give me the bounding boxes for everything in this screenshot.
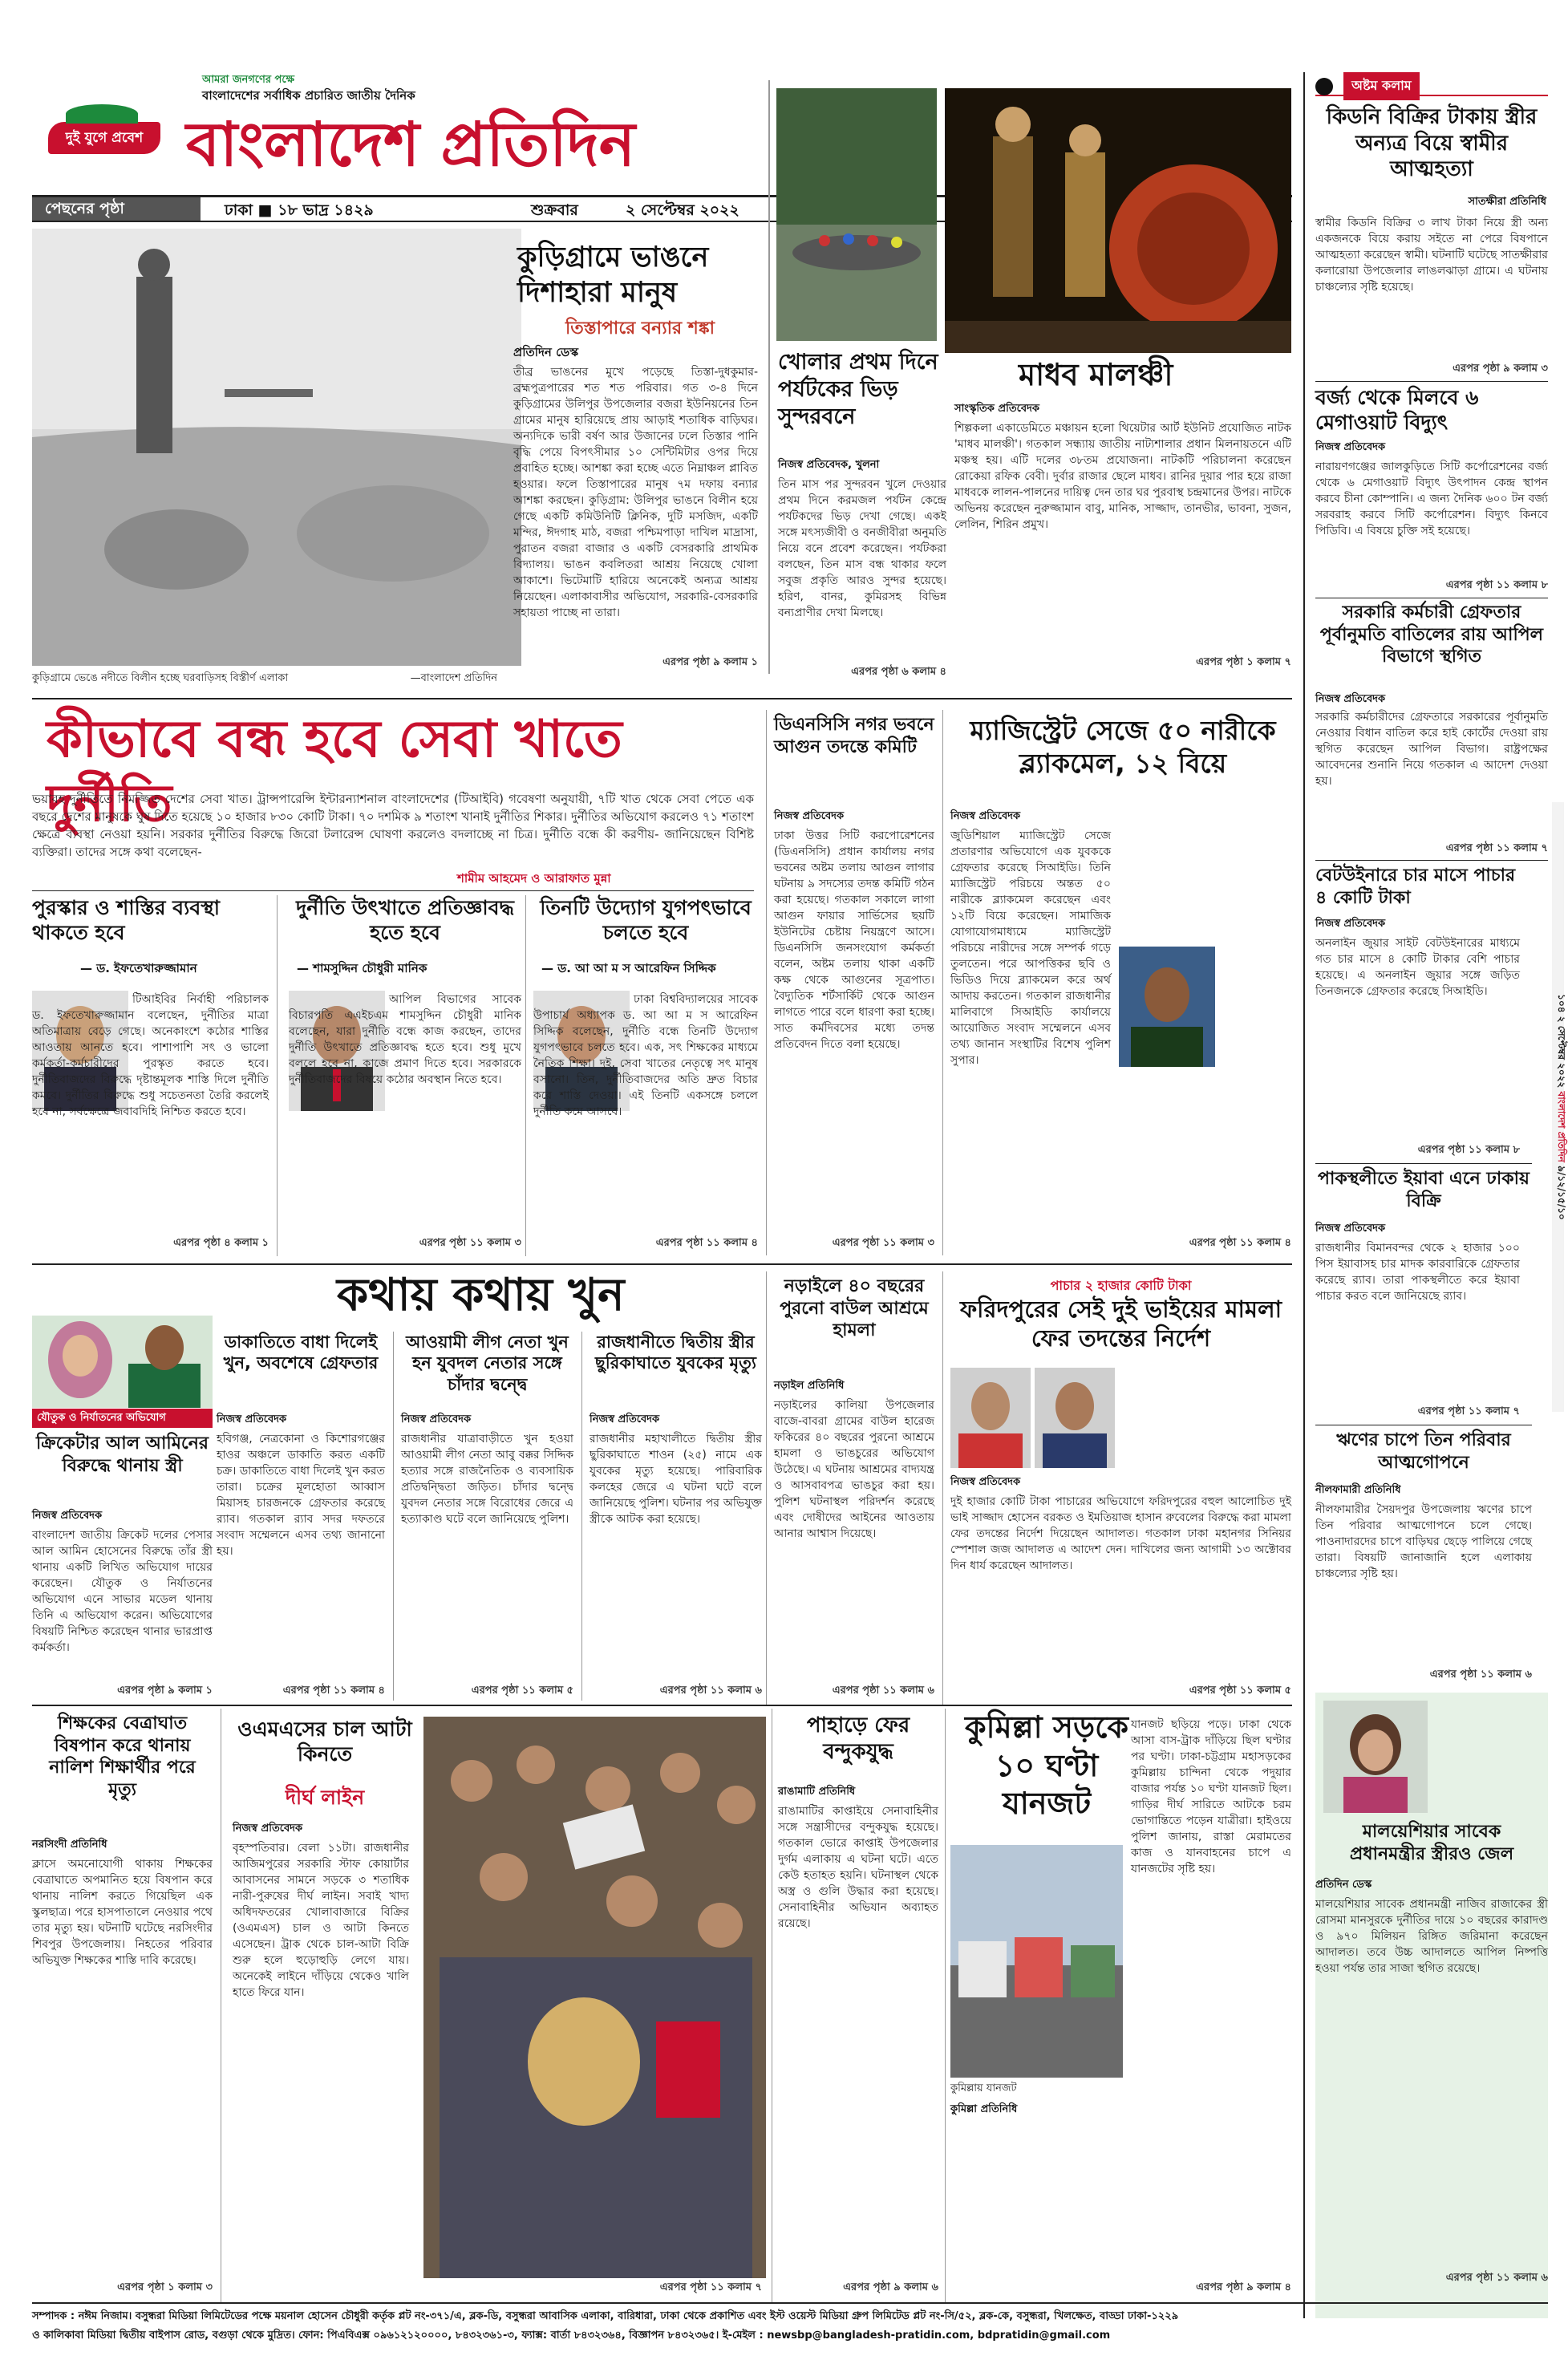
sundarban-byline: নিজস্ব প্রতিবেদক, খুলনা <box>778 459 880 471</box>
magistrate-continued: এরপর পৃষ্ঠা ১১ কলাম ৪ <box>1189 1237 1291 1249</box>
opinion3-author: — ড. আ আ ম স আরেফিন সিদ্দিক <box>541 961 716 975</box>
date: ২ সেপ্টেম্বর ২০২২ <box>626 201 739 219</box>
tagline: বাংলাদেশের সর্বাধিক প্রচারিত জাতীয় দৈনিক <box>202 88 415 103</box>
kurigram-credit: —বাংলাদেশ প্রতিদিন <box>410 672 497 684</box>
staff-body: সরকারি কর্মচারীদের গ্রেফতারে সরকারের পূর্বানুমতি নেওয়ার বিধান বাতিল করে হাই কোর্টের দেওয়া রায় স্থগিত করেছেন আপিল বিভাগ। রাষ্ট্রপক্ষের আবেদনের শুনানি নিয়ে গতকাল এ আদেশ দেওয়া হয়। <box>1315 711 1548 788</box>
place-date: ঢাকা ■ ১৮ ভাদ্র ১৪২৯ <box>225 201 374 219</box>
masthead <box>18 72 723 209</box>
side-tab-num: ১০৪ <box>1556 994 1567 1013</box>
divider <box>1303 72 1305 2318</box>
divider <box>32 890 754 891</box>
divider <box>32 1263 1292 1265</box>
debt-continued: এরপর পৃষ্ঠা ১১ কলাম ৬ <box>1429 1669 1532 1681</box>
opinion2-title: দুর্নীতি উৎখাতে প্রতিজ্ঞাবদ্ধ হতে হবে <box>296 896 514 945</box>
sundarban-title: খোলার প্রথম দিনে পর্যটকের ভিড় সুন্দরবনে <box>778 350 938 429</box>
divider <box>581 1332 582 1701</box>
debt-body: নীলফামারীর সৈয়দপুর উপজেলায় ঋণের চাপে তিন পরিবার আত্মগোপনে চলে গেছে। পাওনাদারদের চাপে বাড়িঘর ছেড়ে পালিয়ে গেছে তারা। বিষয়টি জানাজানি হলে এলাকায় চাঞ্চল্যের সৃষ্টি হয়। <box>1315 1503 1532 1580</box>
cricketer-photo <box>32 1316 213 1408</box>
oms-title-line2: দীর্ঘ লাইন <box>285 1786 365 1809</box>
opinion1-author: — ড. ইফতেখারুজ্জামান <box>80 961 197 975</box>
madhab-title: মাধব মালঞ্চী <box>1019 357 1173 392</box>
divider <box>942 710 943 1255</box>
column8-body: স্বামীর কিডনি বিক্রির ৩ লাখ টাকা নিয়ে স্ত্রী অন্য একজনকে বিয়ে করায় সইতে না পেরে বিষপানে আত্মহত্যা করেছেন স্বামী। ঘটনাটি ঘটেছে সাতক্ষীরার কলারোয়া উপজেলার লাঙলঝাড়া গ্রামে। এ ঘটনায় চাঞ্চল্যের সৃষ্টি হয়েছে। <box>1315 217 1548 294</box>
weekday: শুক্রবার <box>531 201 578 219</box>
betting-byline: নিজস্ব প্রতিবেদক <box>1315 918 1386 930</box>
killings-headline: কথায় কথায় খুন <box>337 1269 625 1321</box>
opinion1-continued: এরপর পৃষ্ঠা ৪ কলাম ১ <box>173 1237 269 1249</box>
madhab-photo <box>945 88 1291 353</box>
borjo-byline: নিজস্ব প্রতিবেদক <box>1315 441 1386 453</box>
kurigram-caption: কুড়িগ্রামে ভেঙে নদীতে বিলীন হচ্ছে ঘরবাড়িসহ বিস্তীর্ণ এলাকা <box>32 672 289 684</box>
kurigram-subtitle: তিস্তাপারে বন্যার শঙ্কা <box>565 318 715 339</box>
divider <box>393 1332 394 1701</box>
oms-byline: নিজস্ব প্রতিবেদক <box>233 1823 303 1835</box>
yaba-byline: নিজস্ব প্রতিবেদক <box>1315 1223 1386 1235</box>
madhab-body: শিল্পকলা একাডেমিতে মঞ্চায়ন হলো থিয়েটার আর্ট ইউনিট প্রযোজিত নাটক 'মাধব মালঞ্চী'। গতকাল সন্ধ্যায় জাতীয় নাট্যশালার প্রধান মিলনায়তনে এটি মঞ্চস্থ হয়। এটি দলের ৩৮তম প্রযোজনা। নাটকটি পরিচালনা করেছেন রোকেয়া রফিক বেবী। দুর্বার রাজার ছেলে মাধব। রানির দুয়ার পার হয়ে রাজা মাধবকে লালন-পালনের দায়িত্ব দেন তার ঘর পুরবাস্থ চন্দ্রমানের উপর। নাটকে অভিনয় করেছেন নুরুজ্জামান বাবু, মানিক, সাজ্জাদ, তানভীর, ভাবনা, সুজন, লেলিন, শিরিন প্রমুখ। <box>954 422 1291 531</box>
debt-byline: নীলফামারী প্রতিনিধি <box>1315 1484 1401 1496</box>
divider <box>766 710 767 1255</box>
oms-title-line1: ওএমএসের চাল আটা কিনতে <box>237 1717 412 1766</box>
borjo-title: বর্জ্য থেকে মিলবে ৬ মেগাওয়াট বিদ্যুৎ <box>1315 386 1479 435</box>
corruption-lead: ভয়াবহ দুর্নীতিতে নিমজ্জিত দেশের সেবা খাত। ট্রান্সপারেন্সি ইন্টারন্যাশনাল বাংলাদেশের (টিআইবি) গবেষণা অনুযায়ী, ৭টি খাত থেকে সেবা পেতে এক বছরে দেশের মানুষকে ঘুষ দিতে হয়েছে ১০ হাজার ৮৩০ কোটি টাকা। ৭০ দশমিক ৯ শতাংশ খানাই দুর্নীতির শিকার। দুর্নীতির অভিযোগ করলেও ৭১ শতাংশ ক্ষেত্রে ব্যবস্থা নেওয়া হয়নি। সরকার দুর্নীতির বিরুদ্ধে জিরো টলারেন্স ঘোষণা করলেও বদলাচ্ছে না চিত্র। দুর্নীতি বন্ধে কী করণীয়- জানিয়েছেন বিশিষ্ট ব্যক্তিরা। তাদের সঙ্গে কথা বলেছেন- <box>32 792 754 859</box>
oms-continued: এরপর পৃষ্ঠা ১১ কলাম ৭ <box>659 2281 762 2293</box>
divider <box>1315 381 1548 382</box>
divider <box>1315 1163 1532 1164</box>
page-label: পেছনের পৃষ্ঠা <box>32 197 201 221</box>
killing3-byline: নিজস্ব প্রতিবেদক <box>590 1413 660 1425</box>
opinion2-continued: এরপর পৃষ্ঠা ১১ কলাম ৩ <box>419 1237 521 1249</box>
comilla-title: কুমিল্লা সড়কে ১০ ঘণ্টা যানজট <box>965 1709 1128 1821</box>
magistrate-photo <box>1119 947 1215 1067</box>
oms-photo <box>423 1717 766 2278</box>
cricketer-kicker: যৌতুক ও নির্যাতনের অভিযোগ <box>32 1409 213 1428</box>
malaysia-continued: এরপর পৃষ্ঠা ১১ কলাম ৬ <box>1445 2272 1548 2284</box>
borjo-continued: এরপর পৃষ্ঠা ১১ কলাম ৮ <box>1445 579 1548 591</box>
divider <box>32 698 1292 699</box>
staff-continued: এরপর পৃষ্ঠা ১১ কলাম ৭ <box>1445 842 1548 854</box>
cricketer-title: ক্রিকেটার আল আমিনের বিরুদ্ধে থানায় স্ত্রী <box>35 1433 209 1476</box>
sundarban-photo <box>776 88 937 341</box>
side-tab-nums: ৯/১২/১৫/১০ <box>1556 1166 1567 1220</box>
column8-title: কিডনি বিক্রির টাকায় স্ত্রীর অন্যত্র বিয়ে স্বামীর আত্মহত্যা <box>1326 105 1538 181</box>
kurigram-body: তীব্র ভাঙনের মুখে পড়েছে তিস্তা-দুধকুমার-ব্রহ্মপুত্রপারের শত শত পরিবার। গত ৩-৪ দিনে কুড়িগ্রামের উলিপুর উপজেলার বজরা ইউনিয়নের তিন গ্রামের মানুষ হারিয়েছে প্রায় আড়াই শতাধিক বাড়িঘর। অন্যদিকে ভারী বর্ষণ আর উজানের ঢলে তিস্তার পানি বৃদ্ধি পেয়ে বিপৎসীমার ১০ সেন্টিমিটার ওপর দিয়ে প্রবাহিত হচ্ছে। আশঙ্কা করা হচ্ছে এতে নিম্নাঞ্চল প্লাবিত হওয়ার। ফলে তিস্তাপারের মানুষ ৭ম দফায় বন্যার আশঙ্কা করছেন। কুড়িগ্রাম: উলিপুর ভাঙনে বিলীন হয়ে গেছে একটি কমিউনিটি ক্লিনিক, দুটি মসজিদ, একটি মন্দির, ঈদগাহ মাঠ, বজরা পশ্চিমপাড়া দাখিল মাদ্রাসা, পুরাতন বজরা বাজার ও একটি বেসরকারি প্রাথমিক বিদ্যালয়। ভাঙন কবলিতরা আশ্রয় নিয়েছে খোলা আকাশে। ভিটেমাটি হারিয়ে অনেকেই অন্যত্র আশ্রয় নিয়েছেন। এলাকাবাসীর অভিযোগ, সরকারি-বেসরকারি সহায়তা পাচ্ছে না তারা। <box>513 366 758 619</box>
cricketer-body: বাংলাদেশ জাতীয় ক্রিকেট দলের পেসার আল আমিন হোসেনের বিরুদ্ধে তাঁর স্ত্রী থানায় একটি লিখিত অভিযোগ দায়ের করেছেন। যৌতুক ও নির্যাতনের অভিযোগ এনে সাভার মডেল থানায় তিনি এ অভিযোগ করেন। অভিযোগের বিষয়টি নিশ্চিত করেছেন থানার ভারপ্রাপ্ত কর্মকর্তা। <box>32 1529 213 1654</box>
killing3-body: রাজধানীর মহাখালীতে দ্বিতীয় স্ত্রীর ছুরিকাঘাতে শাওন (২৫) নামে এক যুবকের মৃত্যু হয়েছে। পারিবারিক কলহের জেরে এ ঘটনা ঘটে বলে জানিয়েছে পুলিশ। ঘটনার পর অভিযুক্ত স্ত্রীকে আটক করা হয়েছে। <box>590 1433 762 1526</box>
killing2-body: রাজধানীর যাত্রাবাড়ীতে খুন হওয়া আওয়ামী লীগ নেতা আবু বক্কর সিদ্দিক হত্যার সঙ্গে রাজনৈতিক ও ব্যবসায়িক প্রতিদ্বন্দ্বিতা জড়িত। চাঁদার দ্বন্দ্বে যুবদল নেতার সঙ্গে বিরোধের জেরে এ হত্যাকাণ্ড ঘটে বলে জানিয়েছে পুলিশ। <box>401 1433 573 1526</box>
malaysia-photo <box>1323 1701 1428 1813</box>
cricketer-continued: এরপর পৃষ্ঠা ৯ কলাম ১ <box>117 1685 213 1697</box>
leaf-logo-icon <box>66 104 138 124</box>
faridpur-title: ফরিদপুরের সেই দুই ভাইয়ের মামলা ফের তদন্তের নির্দেশ <box>959 1296 1282 1352</box>
killing2-byline: নিজস্ব প্রতিবেদক <box>401 1413 472 1425</box>
comilla-body-a: যানজট ছড়িয়ে পড়ে। ঢাকা থেকে আসা বাস-ট্রাক দাঁড়িয়ে ছিল ঘণ্টার পর ঘণ্টা। ঢাকা-চট্টগ্রাম মহাসড়কের কুমিল্লায় চান্দিনা থেকে পদুয়ার বাজার পর্যন্ত ১০ ঘণ্টা যানজট ছিল। গাড়ির দীর্ঘ সারিতে আটকে চরম ভোগান্তিতে পড়েন যাত্রীরা। হাইওয়ে পুলিশ জানায়, রাস্তা মেরামতের কাজ ও যানবাহনের চাপে এ যানজটের সৃষ্টি হয়। <box>1131 1718 1291 1875</box>
poison-byline: নরসিংদী প্রতিনিধি <box>32 1839 107 1851</box>
killing3-continued: এরপর পৃষ্ঠা ১১ কলাম ৬ <box>659 1685 762 1697</box>
madhab-continued: এরপর পৃষ্ঠা ১ কলাম ৭ <box>1196 656 1291 668</box>
kurigram-photo <box>32 229 521 666</box>
dncc-continued: এরপর পৃষ্ঠা ১১ কলাম ৩ <box>832 1237 934 1249</box>
divider <box>525 895 526 1256</box>
faridpur-photo-1 <box>950 1368 1031 1468</box>
opinion1-title: পুরস্কার ও শাস্তির ব্যবস্থা থাকতে হবে <box>32 896 221 945</box>
faridpur-photo-2 <box>1035 1368 1115 1468</box>
corruption-headline: কীভাবে বন্ধ হবে সেবা খাতে দুর্নীতি <box>47 710 622 833</box>
hill-title: পাহাড়ে ফের বন্দুকযুদ্ধ <box>806 1713 910 1764</box>
magistrate-body-a: জুডিশিয়াল ম্যাজিস্ট্রেট সেজে প্রতারণার অভিযোগে এক যুবককে গ্রেফতার করেছে সিআইডি। তিনি ম্যাজিস্ট্রেট পরিচয়ে অন্তত ৫০ নারীকে ব্ল্যাকমেল করেছেন এবং ১২টি বিয়ে করেছেন। সামাজিক যোগাযোগমাধ্যমে ম্যাজিস্ট্রেট পরিচয়ে নারীদের সঙ্গে সম্পর্ক গড়ে তুলতেন। পরে আপত্তিকর ছবি ও ভিডিও দিয়ে ব্ল্যাকমেল করে অর্থ আদায় করতেন। গতকাল রাজধানীর মালিবাগে সিআইডি কার্যালয়ে আয়োজিত সংবাদ সম্মেলনে এসব তথ্য জানান সংস্থাটির বিশেষ পুলিশ সুপার। <box>950 829 1111 1067</box>
column8-label: অষ্টম কলাম <box>1343 72 1420 100</box>
killing1-body: হবিগঞ্জ, নেত্রকোনা ও কিশোরগঞ্জের হাওর অঞ্চলে ডাকাতি করত একটি চক্র। ডাকাতিতে বাধা দিলেই খুন করত তারা। চক্রের মূলহোতা আব্বাস মিয়াসহ চারজনকে গ্রেফতার করেছে র‍্যাব। গতকাল র‍্যাব সদর দফতরে সংবাদ সম্মেলনে এসব তথ্য জানানো হয়। <box>217 1433 385 1558</box>
debt-title: ঋণের চাপে তিন পরিবার আত্মগোপনে <box>1336 1430 1511 1473</box>
poison-continued: এরপর পৃষ্ঠা ১ কলাম ৩ <box>117 2281 213 2293</box>
comilla-caption: কুমিল্লায় যানজট <box>950 2082 1017 2094</box>
divider <box>766 1271 767 1705</box>
comilla-byline: কুমিল্লা প্রতিনিধি <box>950 2103 1018 2115</box>
corruption-reporters: শামীম আহমেদ ও আরাফাত মুন্না <box>457 871 611 886</box>
killing2-title: আওয়ামী লীগ নেতা খুন হন যুবদল নেতার সঙ্গে চাঁদার দ্বন্দ্বে <box>406 1332 569 1394</box>
baul-body: নড়াইলের কালিয়া উপজেলার বাজে-বাবরা গ্রামের বাউল হারেজ ফকিরের ৪০ বছরের পুরনো আশ্রমে হামলা ও ভাঙচুরের অভিযোগ উঠেছে। এ ঘটনায় আশ্রমের বাদ্যযন্ত্র ও আসবাবপত্র ভাঙচুর করা হয়। পুলিশ ঘটনাস্থল পরিদর্শন করেছে এবং দোষীদের আইনের আওতায় আনার আশ্বাস দিয়েছে। <box>774 1399 934 1540</box>
killing1-continued: এরপর পৃষ্ঠা ১১ কলাম ৪ <box>282 1685 385 1697</box>
kurigram-title: কুড়িগ্রামে ভাঙনে দিশাহারা মানুষ <box>517 241 709 309</box>
poison-title: শিক্ষকের বেত্রাঘাত বিষপান করে থানায় নালিশ শিক্ষার্থীর পরে মৃত্যু <box>49 1713 196 1800</box>
faridpur-byline: নিজস্ব প্রতিবেদক <box>950 1476 1021 1488</box>
sundarban-body: তিন মাস পর সুন্দরবন খুলে দেওয়ার প্রথম দিনে করমজল পর্যটন কেন্দ্রে পর্যটকদের ভিড় দেখা গেছে। একই সঙ্গে মৎস্যজীবী ও বনজীবীরা অনুমতি নিয়ে বনে প্রবেশ করেছেন। পর্যটকরা বলছেন, তিন মাস বন্ধ থাকার ফলে সবুজ প্রকৃতি আরও সুন্দর হয়েছে। হরিণ, বানর, কুমিরসহ বিভিন্ন বন্যপ্রাণীর দেখা মিলছে। <box>778 478 946 619</box>
hill-body: রাঙামাটির কাপ্তাইয়ে সেনাবাহিনীর সঙ্গে সন্ত্রাসীদের বন্দুকযুদ্ধ হয়েছে। গতকাল ভোরে কাপ্তাই উপজেলার দুর্গম এলাকায় এ ঘটনা ঘটে। এতে কেউ হতাহত হয়নি। ঘটনাস্থল থেকে অস্ত্র ও গুলি উদ্ধার করা হয়েছে। সেনাবাহিনীর অভিযান অব্যাহত রয়েছে। <box>778 1805 938 1930</box>
divider <box>768 80 770 674</box>
opinion3-continued: এরপর পৃষ্ঠা ১১ কলাম ৪ <box>655 1237 758 1249</box>
faridpur-kicker: পাচার ২ হাজার কোটি টাকা <box>1050 1278 1192 1293</box>
divider <box>277 895 278 1256</box>
betting-body: অনলাইন জুয়ার সাইট বেটউইনারের মাধ্যমে গত চার মাসে ৪ কোটি টাকার বেশি পাচার হয়েছে। এ অনলাইন জুয়ার সঙ্গে জড়িত তিনজনকে গ্রেফতার করেছে সিআইডি। <box>1315 937 1520 998</box>
faridpur-body: দুই হাজার কোটি টাকা পাচারের অভিযোগে ফরিদপুরের বহুল আলোচিত দুই ভাই সাজ্জাদ হোসেন বরকত ও ইমতিয়াজ হাসান রুবেলের বিরুদ্ধে করা মামলা ফের তদন্তের নির্দেশ দিয়েছেন আদালত। গতকাল ঢাকা মহানগর সিনিয়র স্পেশাল জজ আদালত এ আদেশ দেন। দাখিলের জন্য আগামী ১৩ অক্টোবর দিন ধার্য করেছেন আদালত। <box>950 1495 1291 1572</box>
staff-byline: নিজস্ব প্রতিবেদক <box>1315 693 1386 705</box>
side-tab-date: ২ সেপ্টেম্বর ২০২২ <box>1556 1016 1567 1089</box>
borjo-body: নারায়ণগঞ্জের জালকুড়িতে সিটি কর্পোরেশনের বর্জ্য থেকে ৬ মেগাওয়াট বিদ্যুৎ উৎপাদন কেন্দ্র স্থাপন করবে চীনা কোম্পানি। এ জন্য দৈনিক ৬০০ টন বর্জ্য সরবরাহ করবে সিটি কর্পোরেশন। বিদ্যুৎ কিনবে পিডিবি। এ বিষয়ে চুক্তি সই হয়েছে। <box>1315 460 1548 537</box>
cricketer-byline: নিজস্ব প্রতিবেদক <box>32 1510 103 1522</box>
madhab-byline: সাংস্কৃতিক প্রতিবেদক <box>954 403 1039 415</box>
yaba-body: রাজধানীর বিমানবন্দর থেকে ২ হাজার ১০০ পিস ইয়াবাসহ চার মাদক কারবারিকে গ্রেফতার করেছে র‍্যাব। তারা পাকস্থলীতে করে ইয়াবা পাচার করত বলে জানিয়েছে র‍্যাব। <box>1315 1242 1520 1303</box>
hill-byline: রাঙামাটি প্রতিনিধি <box>778 1786 856 1798</box>
killing3-title: রাজধানীতে দ্বিতীয় স্ত্রীর ছুরিকাঘাতে যুবকের মৃত্যু <box>595 1332 756 1373</box>
hill-continued: এরপর পৃষ্ঠা ৯ কলাম ৬ <box>843 2281 938 2293</box>
comilla-photo <box>950 1845 1123 2078</box>
footer-line2: ও কালিকাবা মিডিয়া দ্বিতীয় বাইপাস রোড, বগুড়া থেকে মুদ্রিত। ফোন: পিএবিএক্স ০৯৬১২১২০০০০, ৮৪৩২৩৬১-৩, ফ্যাক্স: বার্তা ৮৪৩২৩৬৪, বিজ্ঞাপন ৮৪৩২৩৬৫। ই-মেইল : newsbp@bangladesh-pratidin.com, bdpratidin@gmail.com <box>32 2329 1111 2342</box>
magistrate-title: ম্যাজিস্ট্রেট সেজে ৫০ নারীকে ব্ল্যাকমেল, ১২ বিয়ে <box>970 715 1276 780</box>
betting-title: বেটউইনারে চার মাসে পাচার ৪ কোটি টাকা <box>1315 866 1516 908</box>
opinion3-body: ঢাকা বিশ্ববিদ্যালয়ের সাবেক উপাচার্য অধ্যাপক ড. আ আ ম স আরেফিন সিদ্দিক বলেছেন, দুর্নীতি বন্ধে তিনটি উদ্যোগ যুগপৎভাবে চলতে হবে। এক, সৎ শিক্ষকের মাধ্যমে নৈতিক শিক্ষা। দুই, সেবা খাতের নেতৃত্বে সৎ মানুষ বসানো। তিন, দুর্নীতিবাজদের অতি দ্রুত বিচার করে শাস্তি দেওয়া। এই তিনটি একসঙ্গে চললে দুর্নীতি কমে আসবে। <box>533 993 758 1118</box>
killing1-byline: নিজস্ব প্রতিবেদক <box>217 1413 287 1425</box>
malaysia-body: মালয়েশিয়ার সাবেক প্রধানমন্ত্রী নাজিব রাজাকের স্ত্রী রোসমা মানসুরকে দুর্নীতির দায়ে ১০ বছরের কারাদণ্ড ও ৯৭০ মিলিয়ন রিঙ্গিত জরিমানা করেছেন আদালত। তবে উচ্চ আদালতে আপিল নিষ্পত্তি হওয়া পর্যন্ত তার সাজা স্থগিত রয়েছে। <box>1315 1898 1548 1975</box>
oms-body: বৃহস্পতিবার। বেলা ১১টা। রাজধানীর আজিমপুরের সরকারি স্টাফ কোয়ার্টার আবাসনের সামনে সড়কে ৩ শতাধিক নারী-পুরুষের দীর্ঘ লাইন। সবাই খাদ্য অধিদফতরের খোলাবাজারে বিক্রির (ওএমএস) চাল ও আটা কিনতে এসেছেন। ট্রাক থেকে চাল-আটা বিক্রি শুরু হলে হুড়োহুড়ি লেগে যায়। অনেকেই লাইনে দাঁড়িয়ে থেকেও খালি হাতে ফিরে যান। <box>233 1842 409 1999</box>
divider <box>32 1705 1292 1706</box>
badge: দুই যুগে প্রবেশ <box>48 122 160 154</box>
newspaper-name: বাংলাদেশ প্রতিদিন <box>186 108 636 180</box>
yaba-title: পাকস্থলীতে ইয়াবা এনে ঢাকায় বিক্রি <box>1318 1169 1530 1211</box>
kurigram-continued: এরপর পৃষ্ঠা ৯ কলাম ১ <box>662 656 758 668</box>
poison-body: ক্লাসে অমনোযোগী থাকায় শিক্ষকের বেত্রাঘাতে অপমানিত হয়ে বিষপান করে থানায় নালিশ করতে গিয়েছিল এক স্কুলছাত্র। পরে হাসপাতালে নেওয়ার পথে তার মৃত্যু হয়। ঘটনাটি ঘটেছে নরসিংদীর শিবপুর উপজেলায়। নিহতের পরিবার অভিযুক্ত শিক্ষকের শাস্তি দাবি করেছে। <box>32 1858 213 1967</box>
betting-continued: এরপর পৃষ্ঠা ১১ কলাম ৮ <box>1417 1144 1520 1156</box>
magistrate-byline: নিজস্ব প্রতিবেদক <box>950 810 1021 822</box>
killing2-continued: এরপর পৃষ্ঠা ১১ কলাম ৫ <box>471 1685 573 1697</box>
opinion2-body: আপিল বিভাগের সাবেক বিচারপতি এএইচএম শামসুদ্দিন চৌধুরী মানিক বলেছেন, যারা দুর্নীতি বন্ধে কাজ করছেন, তাদের দুর্নীতি উৎখাতে প্রতিজ্ঞাবদ্ধ হতে হবে। শুধু মুখে বললে হবে না, কাজে প্রমাণ দিতে হবে। সরকারকে দুর্নীতিবাজদের বিষয়ে কঠোর অবস্থান নিতে হবে। <box>289 993 521 1086</box>
malaysia-byline: প্রতিদিন ডেস্ক <box>1315 1879 1372 1891</box>
column8-header <box>1315 72 1548 96</box>
column8-byline: সাতক্ষীরা প্রতিনিধি <box>1468 196 1546 208</box>
column8-continued: এরপর পৃষ্ঠা ৯ কলাম ৩ <box>1453 363 1548 375</box>
column-icon <box>1315 78 1333 95</box>
opinion3-title: তিনটি উদ্যোগ যুগপৎভাবে চলতে হবে <box>540 896 752 945</box>
side-tab-text <box>1552 810 1568 1404</box>
baul-continued: এরপর পৃষ্ঠা ১১ কলাম ৬ <box>832 1685 934 1697</box>
dncc-title: ডিএনসিসি নগর ভবনে আগুন তদন্তে কমিটি <box>774 715 934 757</box>
dncc-byline: নিজস্ব প্রতিবেদক <box>774 810 845 822</box>
side-tab <box>1552 802 1567 1412</box>
divider <box>942 1271 943 1705</box>
footer-line1: সম্পাদক : নঈম নিজাম। বসুন্ধরা মিডিয়া লিমিটেডের পক্ষে ময়নাল হোসেন চৌধুরী কর্তৃক প্লট নং-৩৭১/এ, ব্লক-ডি, বসুন্ধরা আবাসিক এলাকা, বারিধারা, ঢাকা থেকে প্রকাশিত এবং ইস্ট ওয়েস্ট মিডিয়া গ্রুপ লিমিটেড প্লট নং-সি/৫২, ব্লক-কে, বসুন্ধরা, খিলক্ষেত, বাড্ডা ঢাকা-১২২৯ <box>32 2310 1179 2322</box>
divider <box>945 1709 946 2302</box>
dncc-body: ঢাকা উত্তর সিটি করপোরেশনের (ডিএনসিসি) প্রধান কার্যালয় নগর ভবনের অষ্টম তলায় আগুন লাগার ঘটনায় ৯ সদস্যের তদন্ত কমিটি গঠন করা হয়েছে। গতকাল সকালে লাগা আগুন ফায়ার সার্ভিসের ছয়টি ইউনিটের চেষ্টায় নিয়ন্ত্রণে আসে। ডিএনসিসি জনসংযোগ কর্মকর্তা বলেন, অষ্টম তলায় থাকা একটি কক্ষ থেকে আগুনের সূত্রপাত। বৈদ্যুতিক শর্টসার্কিট থেকে আগুন লাগতে পারে বলে ধারণা করা হচ্ছে। সাত কর্মদিবসের মধ্যে তদন্ত প্রতিবেদন দিতে বলা হয়েছে। <box>774 829 934 1051</box>
malaysia-title: মালয়েশিয়ার সাবেক প্রধানমন্ত্রীর স্ত্রীরও জেল <box>1349 1822 1514 1864</box>
kurigram-byline: প্রতিদিন ডেস্ক <box>513 345 579 359</box>
sundarban-continued: এরপর পৃষ্ঠা ৬ কলাম ৪ <box>851 666 946 678</box>
faridpur-continued: এরপর পৃষ্ঠা ১১ কলাম ৫ <box>1189 1685 1291 1697</box>
divider <box>1315 860 1548 861</box>
killing1-title: ডাকাতিতে বাধা দিলেই খুন, অবশেষে গ্রেফতার <box>223 1332 379 1373</box>
divider <box>32 2302 1548 2304</box>
opinion2-author: — শামসুদ্দিন চৌধুরী মানিক <box>297 961 427 975</box>
comilla-continued: এরপর পৃষ্ঠা ৯ কলাম ৪ <box>1196 2281 1291 2293</box>
staff-title: সরকারি কর্মচারী গ্রেফতার পূর্বানুমতি বাতিলের রায় আপিল বিভাগে স্থগিত <box>1319 602 1544 667</box>
opinion1-body: টিআইবির নির্বাহী পরিচালক ড. ইফতেখারুজ্জামান বলেছেন, দুর্নীতির মাত্রা অতিমাত্রায় বেড়ে গেছে। অনেকাংশে কঠোর শাস্তির আওতায় আনতে হবে। পাশাপাশি সৎ ও ভালো কর্মকর্তা-কর্মচারীদের পুরস্কৃত করতে হবে। দুর্নীতিবাজদের বিরুদ্ধে দৃষ্টান্তমূলক শাস্তি দিলে দুর্নীতি কমবে। দুর্নীতির বিরুদ্ধে শুধু সচেতনতা তৈরি করলেই হবে না, সর্বক্ষেত্রে জবাবদিহি নিশ্চিত করতে হবে। <box>32 993 269 1118</box>
baul-byline: নড়াইল প্রতিনিধি <box>774 1380 845 1392</box>
tagline-small: আমরা জনগণের পক্ষে <box>202 74 295 86</box>
baul-title: নড়াইলে ৪০ বছরের পুরনো বাউল আশ্রমে হামলা <box>780 1276 929 1340</box>
side-tab-name: বাংলাদেশ প্রতিদিন <box>1556 1091 1567 1162</box>
yaba-continued: এরপর পৃষ্ঠা ১১ কলাম ৭ <box>1417 1405 1520 1417</box>
